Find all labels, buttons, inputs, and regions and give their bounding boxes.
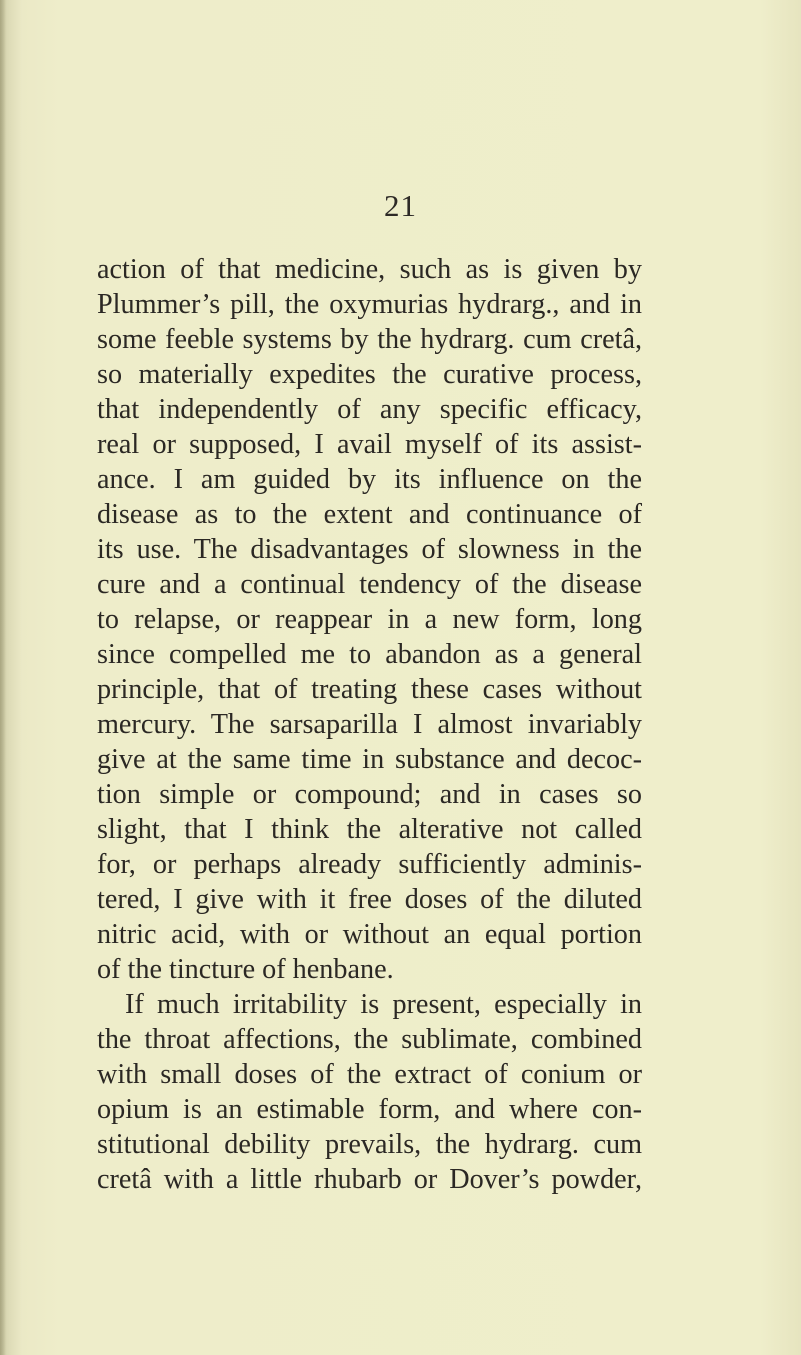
text-line: tion simple or compound; and in cases so (97, 779, 642, 810)
text-line: give at the same time in substance and decoc- (97, 744, 642, 775)
text-line: Plummer’s pill, the oxymurias hydrarg., and in (97, 289, 642, 320)
text-line: principle, that of treating these cases without (97, 674, 642, 705)
text-line: that independently of any specific efficacy, (97, 394, 642, 425)
body-text (97, 252, 642, 1197)
text-line: tered, I give with it free doses of the diluted (97, 884, 642, 915)
text-line: cure and a continual tendency of the disease (97, 569, 642, 600)
text-line: the throat affections, the sublimate, combined (97, 1024, 642, 1055)
text-line-paragraph-end: of the tincture of henbane. (97, 954, 394, 985)
text-line: disease as to the extent and continuance of (97, 499, 642, 530)
text-line: action of that medicine, such as is given by (97, 254, 642, 285)
text-line: for, or perhaps already sufficiently adminis- (97, 849, 642, 880)
page-number: 21 (384, 188, 417, 223)
text-line: ance. I am guided by its influence on the (97, 464, 642, 495)
text-line: stitutional debility prevails, the hydrarg. cum (97, 1129, 642, 1160)
text-line: its use. The disadvantages of slowness in the (97, 534, 642, 565)
text-line: since compelled me to abandon as a general (97, 639, 642, 670)
text-line: opium is an estimable form, and where con- (97, 1094, 642, 1125)
text-line: slight, that I think the alterative not called (97, 814, 642, 845)
text-line-paragraph-start: If much irritability is present, especially in (125, 989, 642, 1020)
text-line: some feeble systems by the hydrarg. cum cretâ, (97, 324, 642, 355)
text-line: cretâ with a little rhubarb or Dover’s powder, (97, 1164, 642, 1195)
text-line: mercury. The sarsaparilla I almost invariably (97, 709, 642, 740)
text-line: real or supposed, I avail myself of its assist- (97, 429, 642, 460)
text-line: with small doses of the extract of conium or (97, 1059, 642, 1090)
text-line: to relapse, or reappear in a new form, long (97, 604, 642, 635)
text-line: so materially expedites the curative process, (97, 359, 642, 390)
text-line: nitric acid, with or without an equal portion (97, 919, 642, 950)
